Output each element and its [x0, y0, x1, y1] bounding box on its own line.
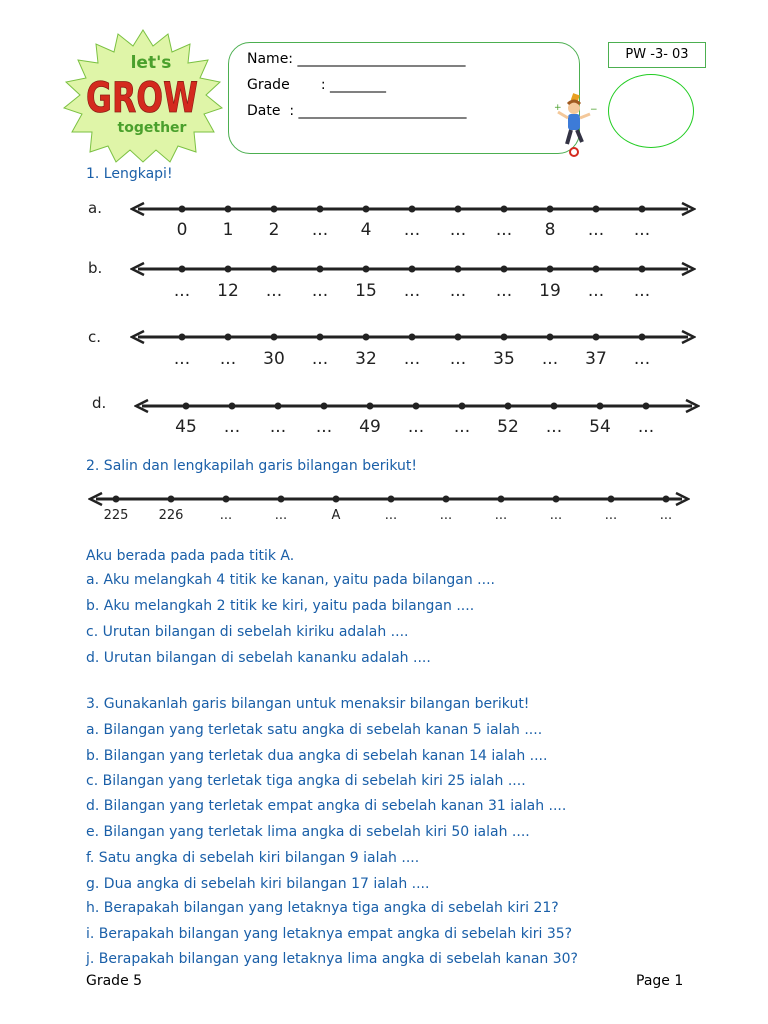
number-line-value: A	[331, 508, 341, 523]
number-line-value: ...	[403, 281, 421, 301]
number-line-tick	[455, 334, 462, 341]
number-line-tick	[501, 266, 508, 273]
number-line-value: ...	[633, 281, 651, 301]
number-line-value: ...	[269, 417, 287, 437]
number-line-tick	[225, 206, 232, 213]
number-line-tick	[663, 496, 670, 503]
number-line-d	[134, 397, 700, 415]
number-line-value: ...	[587, 220, 605, 240]
number-line-value: ...	[384, 508, 398, 523]
number-line-value: 225	[103, 508, 129, 523]
number-line-value: 35	[493, 349, 515, 369]
number-line-value: ...	[219, 349, 237, 369]
number-line-value: ...	[453, 417, 471, 437]
number-line-a	[130, 200, 696, 218]
number-line-tick	[547, 206, 554, 213]
number-line-tick	[553, 496, 560, 503]
number-line-value: ...	[439, 508, 453, 523]
number-line-value: ...	[637, 417, 655, 437]
number-line-tick	[505, 403, 512, 410]
question-3-item-f: f. Satu angka di sebelah kiri bilangan 9 ialah ....	[86, 850, 420, 866]
number-line-tick	[455, 266, 462, 273]
number-line-value: ...	[449, 220, 467, 240]
number-line-tick	[367, 403, 374, 410]
question-2-item-b: b. Aku melangkah 2 titik ke kiri, yaitu pada bilangan ....	[86, 598, 475, 614]
number-line-q2	[88, 490, 690, 508]
line-b-label: b.	[88, 259, 103, 277]
kid-illustration	[552, 92, 598, 158]
number-line-tick	[593, 206, 600, 213]
number-line-tick	[608, 496, 615, 503]
number-line-value: ...	[494, 508, 508, 523]
grade-field[interactable]: Grade : ________	[247, 77, 387, 93]
number-line-tick	[278, 496, 285, 503]
number-line-value: ...	[449, 281, 467, 301]
number-line-tick	[459, 403, 466, 410]
footer-page: Page 1	[636, 973, 684, 989]
number-line-b	[130, 260, 696, 278]
number-line-tick	[639, 266, 646, 273]
number-line-tick	[271, 206, 278, 213]
number-line-tick	[168, 496, 175, 503]
number-line-tick	[409, 266, 416, 273]
number-line-value: ...	[633, 220, 651, 240]
number-line-value: 52	[497, 417, 519, 437]
number-line-tick	[363, 206, 370, 213]
question-2-item-a: a. Aku melangkah 4 titik ke kanan, yaitu pada bilangan ....	[86, 572, 495, 588]
question-3-title: 3. Gunakanlah garis bilangan untuk menaksir bilangan berikut!	[86, 696, 530, 712]
date-field[interactable]: Date : ________________________	[247, 103, 467, 119]
number-line-tick	[179, 266, 186, 273]
logo-grow-text: GROW	[86, 73, 198, 122]
number-line-value: ...	[173, 281, 191, 301]
name-field[interactable]: Name: ________________________	[247, 51, 466, 67]
number-line-tick	[225, 334, 232, 341]
question-2-intro: Aku berada pada pada titik A.	[86, 548, 295, 564]
number-line-tick	[551, 403, 558, 410]
number-line-tick	[179, 206, 186, 213]
logo-lets-text: let's	[130, 53, 172, 73]
question-3-item-h: h. Berapakah bilangan yang letaknya tiga angka di sebelah kiri 21?	[86, 900, 559, 916]
number-line-tick	[223, 496, 230, 503]
number-line-tick	[317, 206, 324, 213]
number-line-tick	[317, 334, 324, 341]
number-line-tick	[409, 206, 416, 213]
svg-text:+: +	[554, 103, 562, 113]
question-3-item-i: i. Berapakah bilangan yang letaknya empat angka di sebelah kiri 35?	[86, 926, 573, 942]
lets-grow-together-logo	[58, 28, 228, 163]
number-line-value: ...	[274, 508, 288, 523]
number-line-value: ...	[587, 281, 605, 301]
number-line-value: 54	[589, 417, 611, 437]
line-c-label: c.	[88, 328, 102, 346]
number-line-tick	[593, 266, 600, 273]
question-2-item-d: d. Urutan bilangan di sebelah kananku adalah ....	[86, 650, 431, 666]
number-line-tick	[498, 496, 505, 503]
number-line-tick	[643, 403, 650, 410]
number-line-value: ...	[173, 349, 191, 369]
number-line-tick	[501, 206, 508, 213]
number-line-tick	[547, 334, 554, 341]
worksheet-code: PW -3- 03	[608, 42, 706, 68]
number-line-value: 2	[268, 220, 280, 240]
number-line-tick	[179, 334, 186, 341]
number-line-value: ...	[495, 220, 513, 240]
number-line-tick	[639, 206, 646, 213]
number-line-tick	[271, 334, 278, 341]
number-line-tick	[275, 403, 282, 410]
number-line-tick	[443, 496, 450, 503]
number-line-value: ...	[407, 417, 425, 437]
number-line-value: 49	[359, 417, 381, 437]
number-line-value: ...	[311, 281, 329, 301]
number-line-value: ...	[495, 281, 513, 301]
number-line-value: ...	[545, 417, 563, 437]
number-line-tick	[317, 266, 324, 273]
number-line-value: 45	[175, 417, 197, 437]
question-3-item-c: c. Bilangan yang terletak tiga angka di sebelah kiri 25 ialah ....	[86, 773, 526, 789]
number-line-value: ...	[449, 349, 467, 369]
number-line-tick	[113, 496, 120, 503]
number-line-c	[130, 328, 696, 346]
number-line-value: ...	[311, 349, 329, 369]
number-line-tick	[597, 403, 604, 410]
question-3-item-g: g. Dua angka di sebelah kiri bilangan 17 ialah ....	[86, 876, 430, 892]
number-line-tick	[229, 403, 236, 410]
number-line-value: ...	[311, 220, 329, 240]
number-line-tick	[363, 266, 370, 273]
number-line-tick	[183, 403, 190, 410]
student-info-box	[228, 42, 580, 154]
number-line-tick	[455, 206, 462, 213]
number-line-value: 30	[263, 349, 285, 369]
line-a-label: a.	[88, 199, 102, 217]
question-3-item-b: b. Bilangan yang terletak dua angka di sebelah kanan 14 ialah ....	[86, 748, 548, 764]
number-line-tick	[333, 496, 340, 503]
question-1-title: 1. Lengkapi!	[86, 166, 173, 182]
question-3-item-e: e. Bilangan yang terletak lima angka di sebelah kiri 50 ialah ....	[86, 824, 530, 840]
number-line-value: 4	[360, 220, 372, 240]
number-line-tick	[593, 334, 600, 341]
number-line-value: 15	[355, 281, 377, 301]
number-line-value: 226	[158, 508, 184, 523]
number-line-value: 37	[585, 349, 607, 369]
number-line-value: ...	[403, 349, 421, 369]
number-line-value: ...	[604, 508, 618, 523]
number-line-value: ...	[633, 349, 651, 369]
number-line-value: ...	[659, 508, 673, 523]
number-line-tick	[501, 334, 508, 341]
number-line-value: 8	[544, 220, 556, 240]
number-line-tick	[409, 334, 416, 341]
number-line-tick	[413, 403, 420, 410]
question-3-item-d: d. Bilangan yang terletak empat angka di sebelah kanan 31 ialah ....	[86, 798, 567, 814]
question-3-item-j: j. Berapakah bilangan yang letaknya lima angka di sebelah kanan 30?	[86, 951, 578, 967]
number-line-tick	[225, 266, 232, 273]
footer-grade: Grade 5	[86, 973, 143, 989]
score-circle[interactable]	[608, 74, 694, 148]
line-d-label: d.	[92, 394, 107, 412]
number-line-value: 12	[217, 281, 239, 301]
number-line-tick	[363, 334, 370, 341]
number-line-value: 19	[539, 281, 561, 301]
number-line-tick	[547, 266, 554, 273]
number-line-value: ...	[549, 508, 563, 523]
number-line-tick	[388, 496, 395, 503]
number-line-tick	[639, 334, 646, 341]
logo-together-text: together	[117, 120, 187, 136]
number-line-value: ...	[265, 281, 283, 301]
number-line-value: ...	[219, 508, 233, 523]
question-2-title: 2. Salin dan lengkapilah garis bilangan berikut!	[86, 458, 417, 474]
number-line-value: ...	[541, 349, 559, 369]
question-3-item-a: a. Bilangan yang terletak satu angka di sebelah kanan 5 ialah ....	[86, 722, 543, 738]
question-2-item-c: c. Urutan bilangan di sebelah kiriku adalah ....	[86, 624, 409, 640]
svg-text:−: −	[590, 105, 598, 115]
number-line-value: 0	[176, 220, 188, 240]
number-line-value: ...	[223, 417, 241, 437]
number-line-value: 1	[222, 220, 234, 240]
number-line-value: 32	[355, 349, 377, 369]
number-line-value: ...	[315, 417, 333, 437]
number-line-value: ...	[403, 220, 421, 240]
number-line-tick	[271, 266, 278, 273]
number-line-tick	[321, 403, 328, 410]
